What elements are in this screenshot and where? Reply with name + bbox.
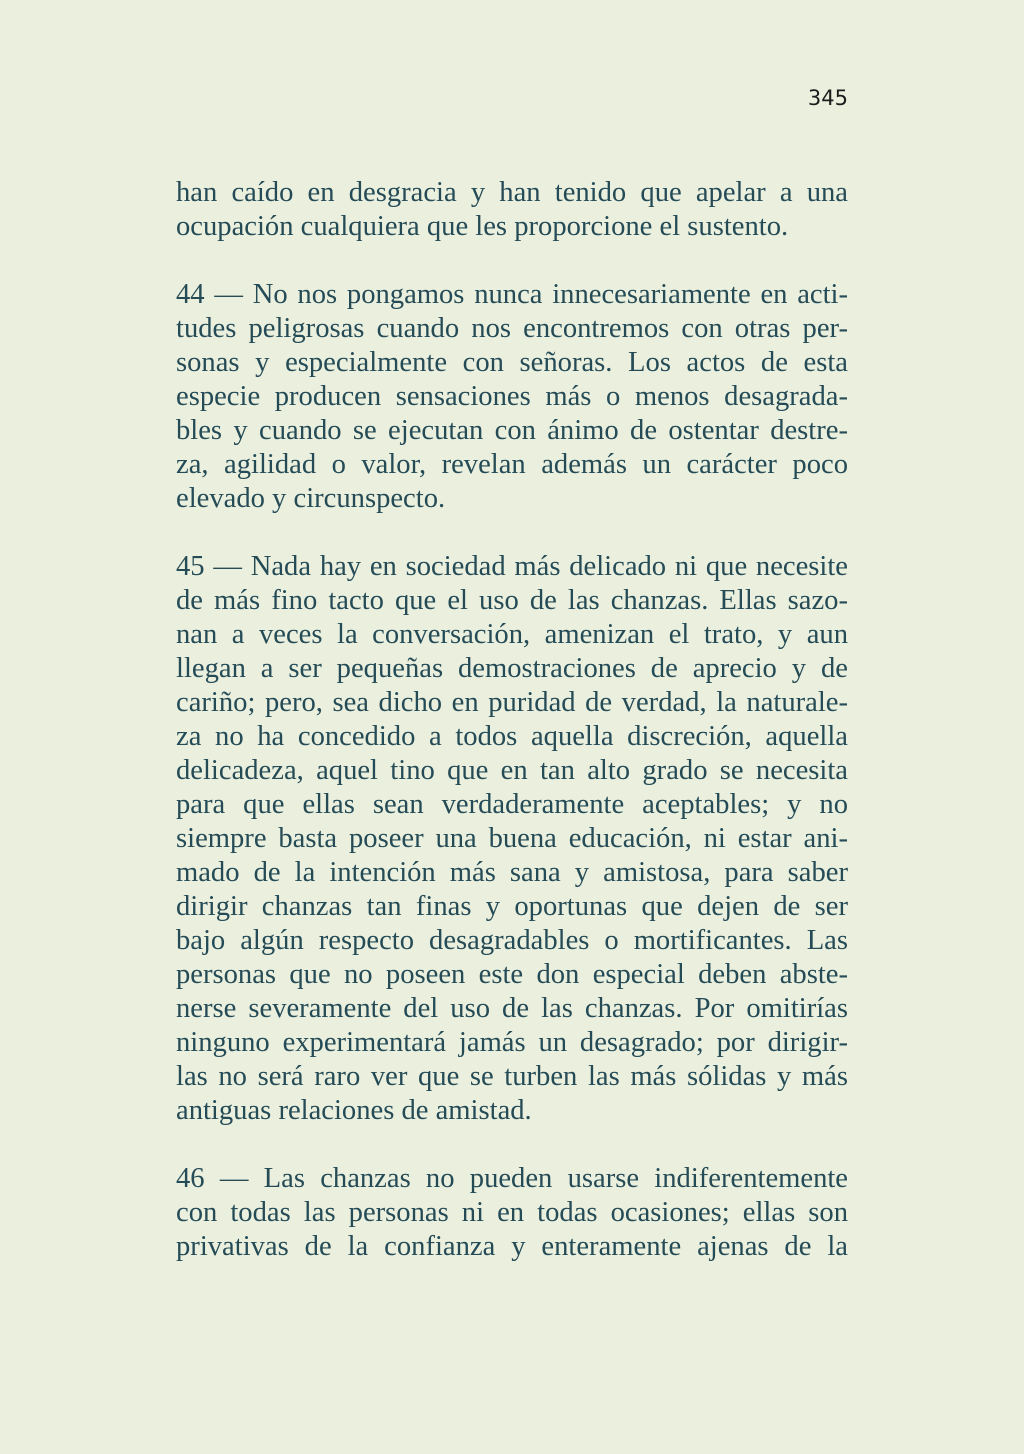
paragraph [176,1162,848,1264]
text-line: especie producen sensaciones más o menos desagrada- [176,381,848,412]
text-line: con todas las personas ni en todas ocasiones; ellas son [176,1197,848,1228]
text-line: llegan a ser pequeñas demostraciones de aprecio y de [176,653,848,684]
text-line: delicadeza, aquel tino que en tan alto grado se necesita [176,755,848,786]
text-line: cariño; pero, sea dicho en puridad de verdad, la naturale- [176,687,848,718]
text-line: de más fino tacto que el uso de las chanzas. Ellas sazo- [176,585,848,616]
paragraph [176,176,848,244]
text-line: personas que no poseen este don especial deben abste- [176,959,848,990]
text-line: antiguas relaciones de amistad. [176,1095,532,1126]
text-line: dirigir chanzas tan finas y oportunas que dejen de ser [176,891,848,922]
text-line: za no ha concedido a todos aquella discreción, aquella [176,721,848,752]
text-line: za, agilidad o valor, revelan además un carácter poco [176,449,848,480]
text-line: bles y cuando se ejecutan con ánimo de ostentar destre- [176,415,848,446]
text-line: 46 — Las chanzas no pueden usarse indiferentemente [176,1163,848,1194]
paragraph [176,278,848,516]
text-line: privativas de la confianza y enteramente ajenas de la [176,1231,848,1262]
text-line: para que ellas sean verdaderamente aceptables; y no [176,789,848,820]
text-line: tudes peligrosas cuando nos encontremos con otras per- [176,313,848,344]
page-number: 345 [807,86,848,110]
paragraph [176,550,848,1128]
text-line: 45 — Nada hay en sociedad más delicado ni que necesite [176,551,848,582]
text-line: bajo algún respecto desagradables o mortificantes. Las [176,925,848,956]
text-line: han caído en desgracia y han tenido que apelar a una [176,177,848,208]
text-line: las no será raro ver que se turben las más sólidas y más [176,1061,848,1092]
text-line: nan a veces la conversación, amenizan el trato, y aun [176,619,848,650]
text-line: ninguno experimentará jamás un desagrado; por dirigir- [176,1027,848,1058]
text-line: nerse severamente del uso de las chanzas. Por omitirías [176,993,848,1024]
text-line: 44 — No nos pongamos nunca innecesariamente en acti- [176,279,848,310]
text-line: ocupación cualquiera que les proporcione el sustento. [176,211,789,242]
text-line: mado de la intención más sana y amistosa, para saber [176,857,848,888]
page-body [176,176,848,1298]
text-line: siempre basta poseer una buena educación, ni estar ani- [176,823,848,854]
text-line: sonas y especialmente con señoras. Los actos de esta [176,347,848,378]
text-line: elevado y circunspecto. [176,483,446,514]
